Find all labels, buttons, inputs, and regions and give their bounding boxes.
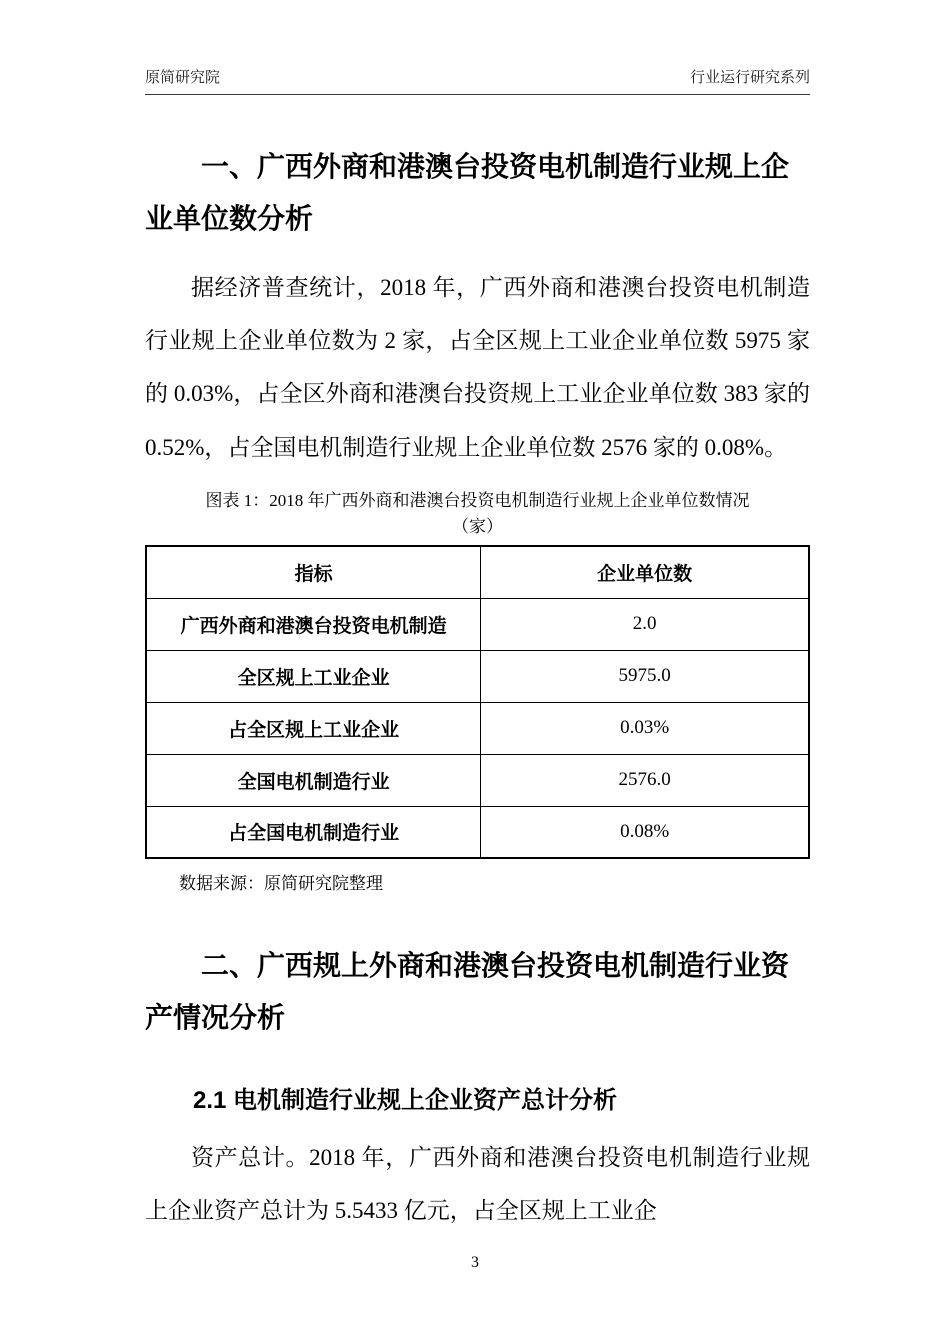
header-left-text: 原简研究院 <box>145 69 221 86</box>
figure-caption <box>145 488 810 539</box>
table-row <box>146 702 809 754</box>
section2-heading: 二、广西规上外商和港澳台投资电机制造行业资产情况分析 <box>145 950 790 1033</box>
table-cell-label: 全区规上工业企业 <box>146 650 481 702</box>
header-right-text: 行业运行研究系列 <box>689 69 810 86</box>
table-row <box>146 598 809 650</box>
table-cell-label: 占全国电机制造行业 <box>146 806 481 858</box>
section1-heading: 一、广西外商和港澳台投资电机制造行业规上企业单位数分析 <box>145 151 790 234</box>
table-cell-value: 5975.0 <box>481 650 809 702</box>
table-cell-value: 0.03% <box>481 702 809 754</box>
table-header-value: 企业单位数 <box>481 546 809 598</box>
page-number: 3 <box>471 1254 479 1271</box>
figure-table <box>145 545 810 859</box>
table-row <box>146 754 809 806</box>
section1-paragraph: 据经济普查统计，2018 年，广西外商和港澳台投资电机制造行业规上企业单位数为 2 家，占全区规上工业企业单位数 5975 家的 0.03%，占全区外商和港澳台投资规上工业企业单位数 383 家的 0.52%，占全国电机制造行业规上企业单位数 2576 家的 0.08%。 <box>145 274 810 460</box>
table-cell-label: 广西外商和港澳台投资电机制造 <box>146 598 481 650</box>
page-header <box>145 0 810 95</box>
section2-subheading: 2.1 电机制造行业规上企业资产总计分析 <box>193 1086 618 1114</box>
table-cell-value: 2576.0 <box>481 754 809 806</box>
table-header-indicator: 指标 <box>146 546 481 598</box>
data-source-note: 数据来源：原简研究院整理 <box>179 874 383 894</box>
table-header-row <box>146 546 809 598</box>
table-cell-label: 占全区规上工业企业 <box>146 702 481 754</box>
figure-caption-line1: 图表 1：2018 年广西外商和港澳台投资电机制造行业规上企业单位数情况 <box>205 491 750 511</box>
table-cell-value: 2.0 <box>481 598 809 650</box>
table-cell-label: 全国电机制造行业 <box>146 754 481 806</box>
table-cell-value: 0.08% <box>481 806 809 858</box>
table-row <box>146 650 809 702</box>
table-row <box>146 806 809 858</box>
section2-paragraph: 资产总计。2018 年，广西外商和港澳台投资电机制造行业规上企业资产总计为 5.5433 亿元，占全区规上工业企 <box>145 1144 810 1223</box>
figure-caption-line2: （家） <box>452 516 503 536</box>
